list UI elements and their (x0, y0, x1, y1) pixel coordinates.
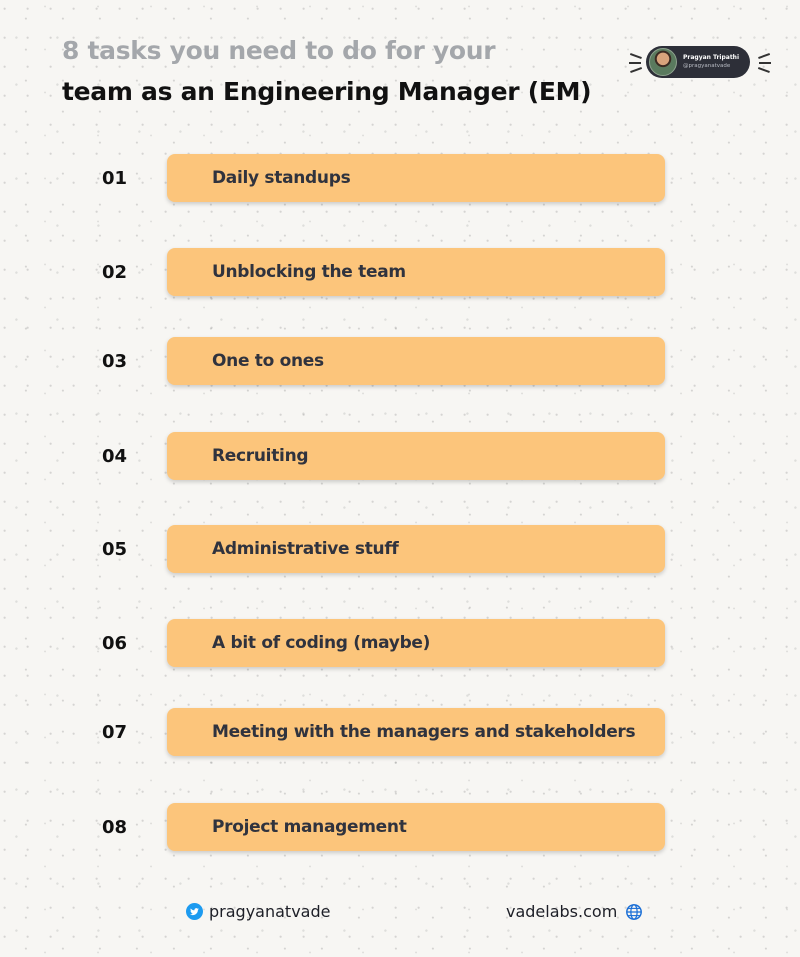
task-number: 07 (102, 722, 128, 743)
task-number: 02 (102, 262, 128, 283)
author-handle: @pragyanatvade (683, 62, 731, 69)
task-card (167, 803, 665, 851)
task-number: 05 (102, 539, 128, 560)
title-line-1: 8 tasks you need to do for your (62, 36, 496, 65)
task-label: Unblocking the team (212, 262, 406, 282)
task-label: Project management (212, 817, 407, 837)
task-card (167, 432, 665, 480)
task-card (167, 337, 665, 385)
task-number: 04 (102, 446, 128, 467)
task-card (167, 248, 665, 296)
task-label: Recruiting (212, 446, 309, 466)
twitter-link[interactable] (186, 902, 330, 921)
decor-line (630, 53, 642, 59)
task-label: Administrative stuff (212, 539, 399, 559)
task-label: Daily standups (212, 168, 351, 188)
task-number: 06 (102, 633, 128, 654)
twitter-handle: pragyanatvade (209, 902, 331, 921)
author-name: Pragyan Tripathi (683, 53, 740, 61)
decor-line (758, 53, 770, 59)
decor-line (759, 62, 771, 64)
globe-icon (625, 903, 643, 921)
task-number: 08 (102, 817, 128, 838)
website-url: vadelabs.com (506, 902, 618, 921)
task-number: 01 (102, 168, 128, 189)
task-card (167, 708, 665, 756)
task-label: A bit of coding (maybe) (212, 633, 431, 653)
decor-line (629, 62, 641, 64)
decor-line (758, 67, 770, 73)
task-card (167, 154, 665, 202)
author-badge (646, 46, 750, 78)
avatar (649, 48, 677, 76)
title-line-2: team as an Engineering Manager (EM) (62, 77, 592, 106)
task-number: 03 (102, 351, 128, 372)
task-card (167, 525, 665, 573)
twitter-bird-icon (186, 903, 203, 920)
task-card (167, 619, 665, 667)
task-label: Meeting with the managers and stakeholders (212, 722, 636, 742)
website-link[interactable] (506, 902, 643, 921)
decor-line (630, 67, 642, 73)
task-label: One to ones (212, 351, 324, 371)
